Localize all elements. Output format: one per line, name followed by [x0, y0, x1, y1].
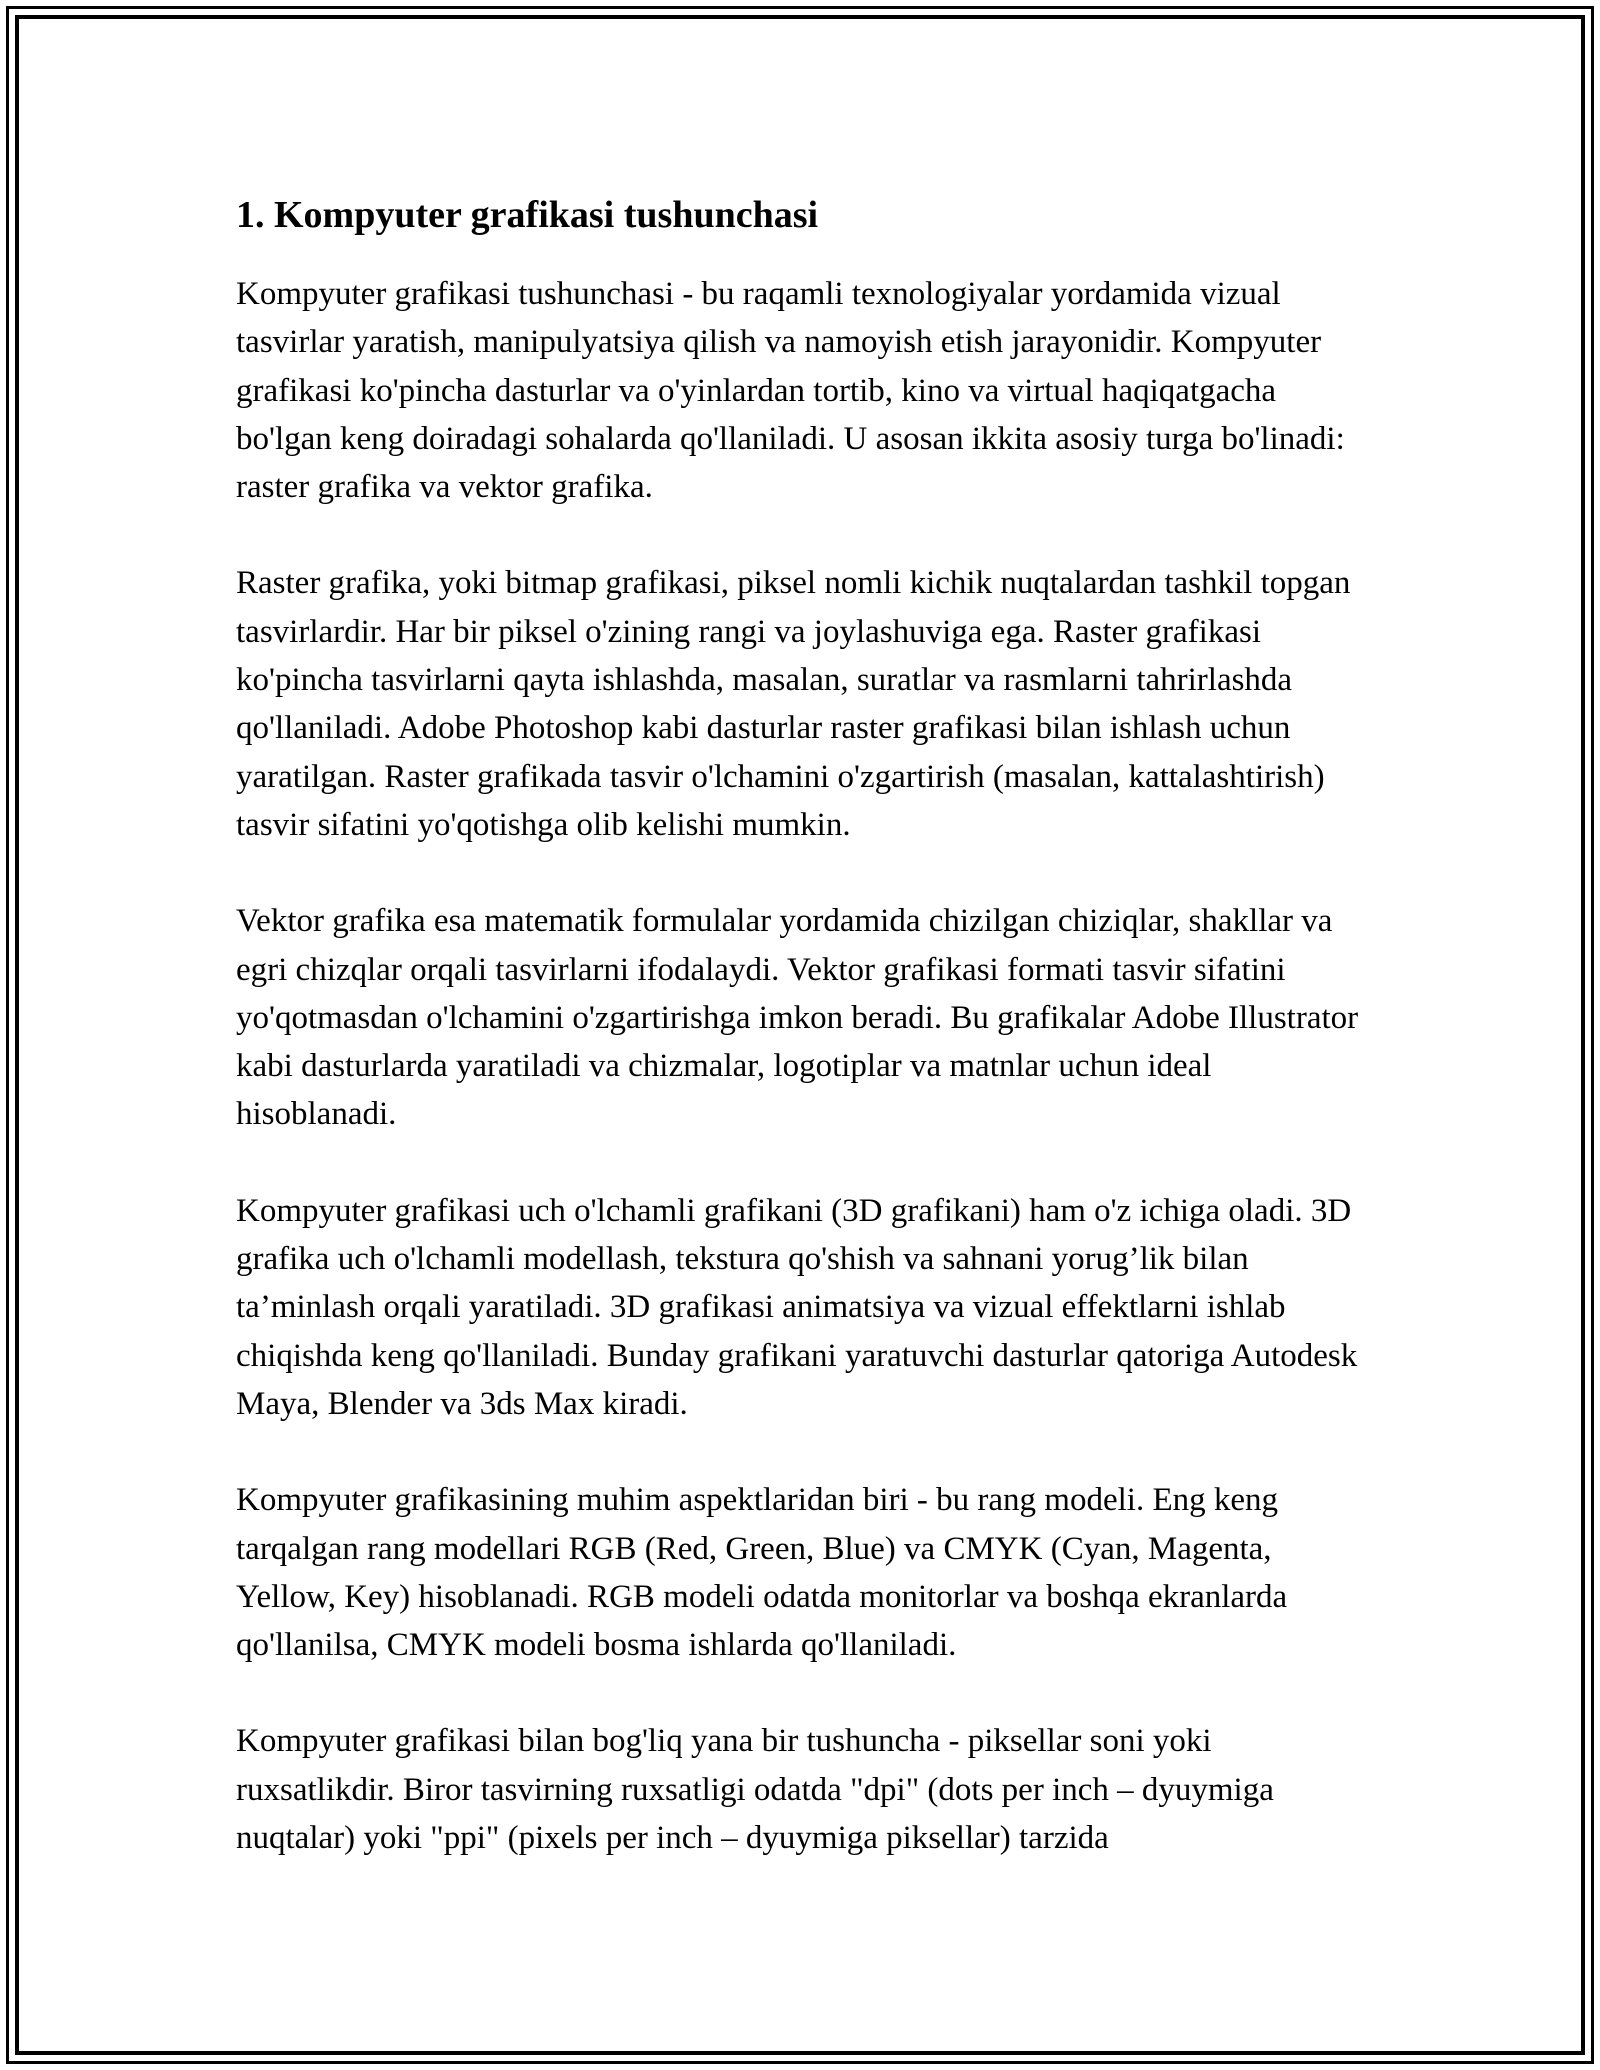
paragraph-intro: Kompyuter grafikasi tushunchasi - bu raqamli texnologiyalar yordamida vizual tasvirlar yaratish, manipulyatsiya qilish va namoyish etish jarayonidir. Kompyuter grafikasi ko'pincha dasturlar va o'yinlardan tortib, kino va virtual haqiqatgacha bo'lgan keng doiradagi sohalarda qo'llaniladi. U asosan ikkita asosiy turga bo'linadi: raster grafika va vektor grafika. [236, 276, 1345, 506]
section-title: 1. Kompyuter grafikasi tushunchasi [236, 194, 819, 236]
document-body [236, 190, 1376, 1910]
paragraph-resolution: Kompyuter grafikasi bilan bog'liq yana bir tushuncha - piksellar soni yoki ruxsatlikdir. Biror tasvirning ruxsatligi odatda "dpi" (dots per inch – dyuymiga nuqtalar) yoki "ppi" (pixels per inch – dyuymiga piksellar) tarzida [236, 1723, 1274, 1857]
paragraph-color-model: Kompyuter grafikasining muhim aspektlaridan biri - bu rang modeli. Eng keng tarqalgan rang modellari RGB (Red, Green, Blue) va CMYK (Cyan, Magenta, Yellow, Key) hisoblanadi. RGB modeli odatda monitorlar va boshqa ekranlarda qo'llanilsa, CMYK modeli bosma ishlarda qo'llaniladi. [236, 1482, 1288, 1664]
paragraph-raster: Raster grafika, yoki bitmap grafikasi, piksel nomli kichik nuqtalardan tashkil topgan tasvirlardir. Har bir piksel o'zining rangi va joylashuviga ega. Raster grafikasi ko'pincha tasvirlarni qayta ishlashda, masalan, suratlar va rasmlarni tahrirlashda qo'llaniladi. Adobe Photoshop kabi dasturlar raster grafikasi bilan ishlash uchun yaratilgan. Raster grafikada tasvir o'lchamini o'zgartirish (masalan, kattalashtirish) tasvir sifatini yo'qotishga olib kelishi mumkin. [236, 565, 1351, 843]
paragraph-vector: Vektor grafika esa matematik formulalar yordamida chizilgan chiziqlar, shakllar va egri chizqlar orqali tasvirlarni ifodalaydi. Vektor grafikasi formati tasvir sifatini yo'qotmasdan o'lchamini o'zgartirishga imkon beradi. Bu grafikalar Adobe Illustrator kabi dasturlarda yaratiladi va chizmalar, logotiplar va matnlar uchun ideal hisoblanadi. [236, 903, 1359, 1133]
paragraph-3d: Kompyuter grafikasi uch o'lchamli grafikani (3D grafikani) ham o'z ichiga oladi. 3D grafika uch o'lchamli modellash, tekstura qo'shish va sahnani yorug’lik bilan ta’minlash orqali yaratiladi. 3D grafikasi animatsiya va vizual effektlarni ishlab chiqishda keng qo'llaniladi. Bunday grafikani yaratuvchi dasturlar qatoriga Autodesk Maya, Blender va 3ds Max kiradi. [236, 1192, 1358, 1422]
